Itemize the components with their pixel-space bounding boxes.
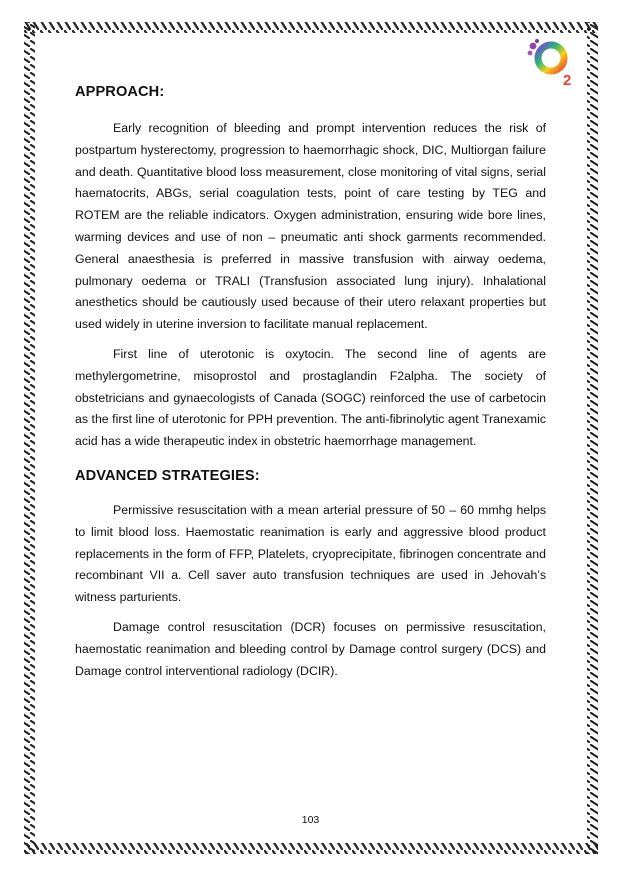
approach-paragraph-1: Early recognition of bleeding and prompt intervention reduces the risk of postpartum hysterectomy, progression to haemorrhagic shock, DIC, Multiorgan failure and death. Quantitative blood loss measurement, close monitoring of vital signs, serial haematocrits, ABGs, serial coagulation tests, point of care testing by TEG and ROTEM are the reliable indicators. Oxygen administration, ensuring wide bore lines, warming devices and use of non – pneumatic anti shock garments recommended. General anaesthesia is preferred in massive transfusion with airway oedema, pulmonary oedema or TRALI (Transfusion associated lung injury). Inhalational anesthetics should be cautiously used because of their utero relaxant properties but used widely in uterine inversion to facilitate manual replacement. xyxy=(75,121,546,332)
section-heading-approach: APPROACH: xyxy=(75,84,165,100)
o2-logo-icon xyxy=(525,38,577,88)
border-right xyxy=(587,22,598,854)
logo-subscript: 2 xyxy=(563,72,572,88)
border-left xyxy=(24,22,35,854)
page-content xyxy=(75,84,546,690)
border-top xyxy=(24,22,598,33)
advanced-paragraph-2: Damage control resuscitation (DCR) focuses on permissive resuscitation, haemostatic reanimation and bleeding control by Damage control surgery (DCS) and Damage control interventional radiology (DCIR). xyxy=(75,619,546,678)
advanced-paragraph-1: Permissive resuscitation with a mean arterial pressure of 50 – 60 mmhg helps to limit blood loss. Haemostatic reanimation is early and aggressive blood product replacements in the form of FFP, Platelets, cryoprecipitate, fibrinogen concentrate and recombinant VII a. Cell saver auto transfusion techniques are used in Jehovah’s witness parturients. xyxy=(75,502,546,605)
section-heading-advanced-strategies: ADVANCED STRATEGIES: xyxy=(75,467,260,484)
border-bottom xyxy=(24,843,598,854)
approach-paragraph-2: First line of uterotonic is oxytocin. The second line of agents are methylergometrine, misoprostol and prostaglandin F2alpha. The society of obstetricians and gynaecologists of Canada (SOGC) reinforced the use of carbetocin as the first line of uterotonic for PPH prevention. The anti-fibrinolytic agent Tranexamic acid has a wide therapeutic index in obstetric haemorrhage management. xyxy=(75,346,546,449)
page-number: 103 xyxy=(301,814,320,826)
